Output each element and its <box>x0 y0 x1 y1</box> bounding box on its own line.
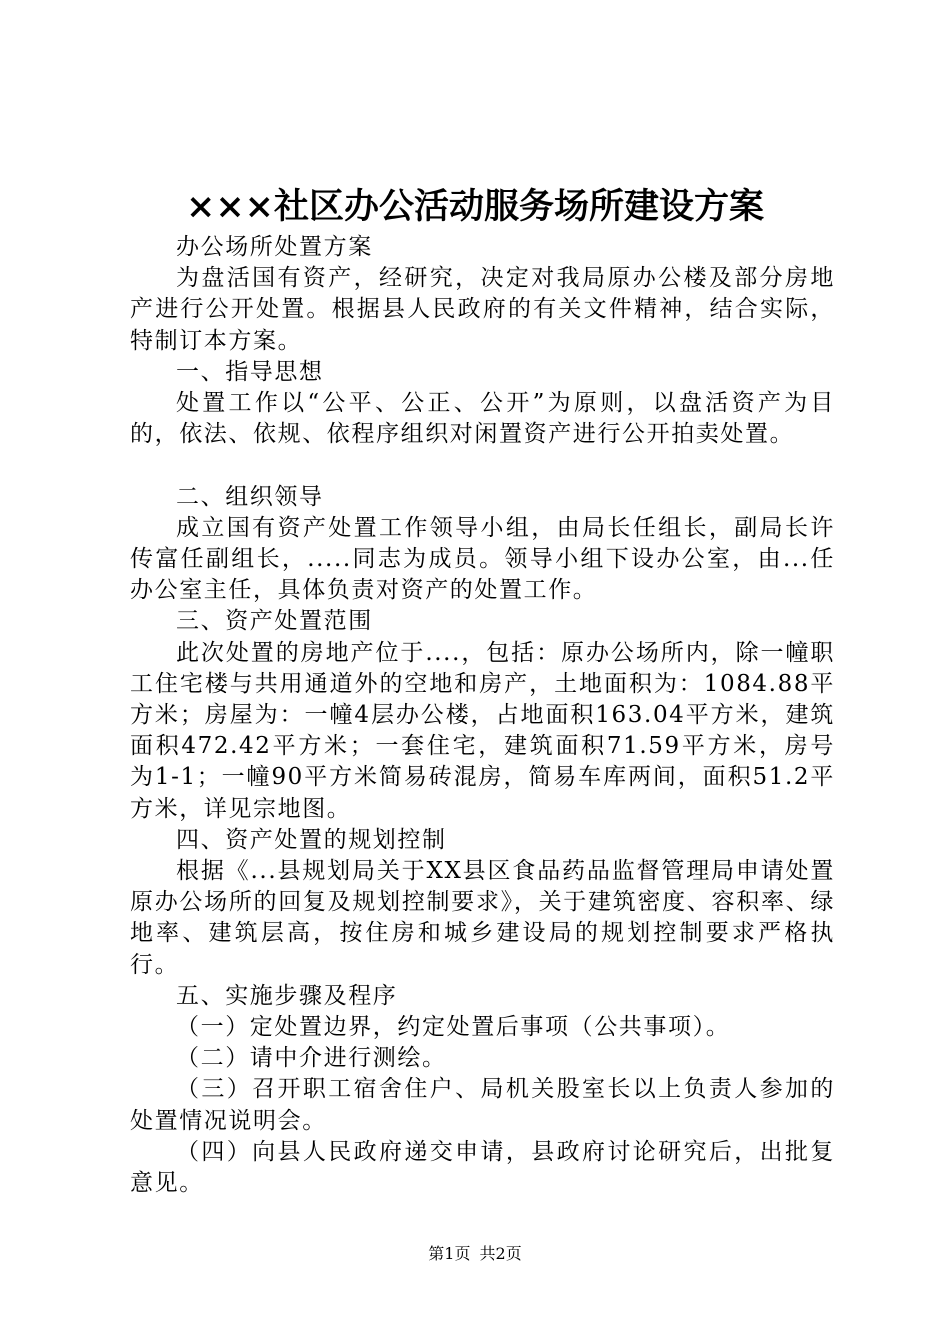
section-heading-1: 一、指导思想 <box>176 358 324 385</box>
section-heading-4: 四、资产处置的规划控制 <box>176 826 447 853</box>
paragraph-organization: 成立国有资产处置工作领导小组，由局长任组长，副局长许传富任副组长，.....同志为成员。领导小组下设办公室，由...任办公室主任，具体负责对资产的处置工作。 <box>130 514 835 604</box>
paragraph-scope: 此次处置的房地产位于....，包括：原办公场所内，除一幢职工住宅楼与共用通道外的空地和房产，土地面积为：1084.88平方米；房屋为：一幢4层办公楼，占地面积163.04平方米，建筑面积472.42平方米；一套住宅，建筑面积71.59平方米，房号为1-1；一幢90平方米简易砖混房，简易车库两间，面积51.2平方米，详见宗地图。 <box>130 639 835 822</box>
section-heading-5: 五、实施步骤及程序 <box>176 982 398 1009</box>
document-body <box>130 232 835 1199</box>
section-heading-3: 三、资产处置范围 <box>176 608 373 635</box>
page-number: 第1页 <box>428 1244 471 1263</box>
paragraph-guiding: 处置工作以“公平、公正、公开”为原则，以盘活资产为目的，依法、依规、依程序组织对闲置资产进行公开拍卖处置。 <box>130 390 835 448</box>
page-footer <box>0 1242 950 1266</box>
step-item-3: （三）召开职工宿舍住户、局机关股室长以上负责人参加的处置情况说明会。 <box>130 1076 835 1134</box>
page-total: 共2页 <box>479 1244 522 1263</box>
step-item-4: （四）向县人民政府递交申请，县政府讨论研究后，出批复意见。 <box>130 1138 835 1197</box>
step-item-1: （一）定处置边界，约定处置后事项（公共事项）。 <box>176 1014 731 1041</box>
paragraph-heading: 办公场所处置方案 <box>176 234 373 260</box>
document-title: ×××社区办公活动服务场所建设方案 <box>186 186 764 227</box>
blank-line <box>130 450 835 481</box>
paragraph-planning: 根据《...县规划局关于XX县区食品药品监督管理局申请处置原办公场所的回复及规划控制要求》，关于建筑密度、容积率、绿地率、建筑层高，按住房和城乡建设局的规划控制要求严格执行。 <box>130 858 835 978</box>
section-heading-2: 二、组织领导 <box>176 483 324 510</box>
step-item-2: （二）请中介进行测绘。 <box>176 1045 447 1072</box>
paragraph-intro: 为盘活国有资产，经研究，决定对我局原办公楼及部分房地产进行公开处置。根据县人民政府的有关文件精神，结合实际，特制订本方案。 <box>130 265 835 354</box>
